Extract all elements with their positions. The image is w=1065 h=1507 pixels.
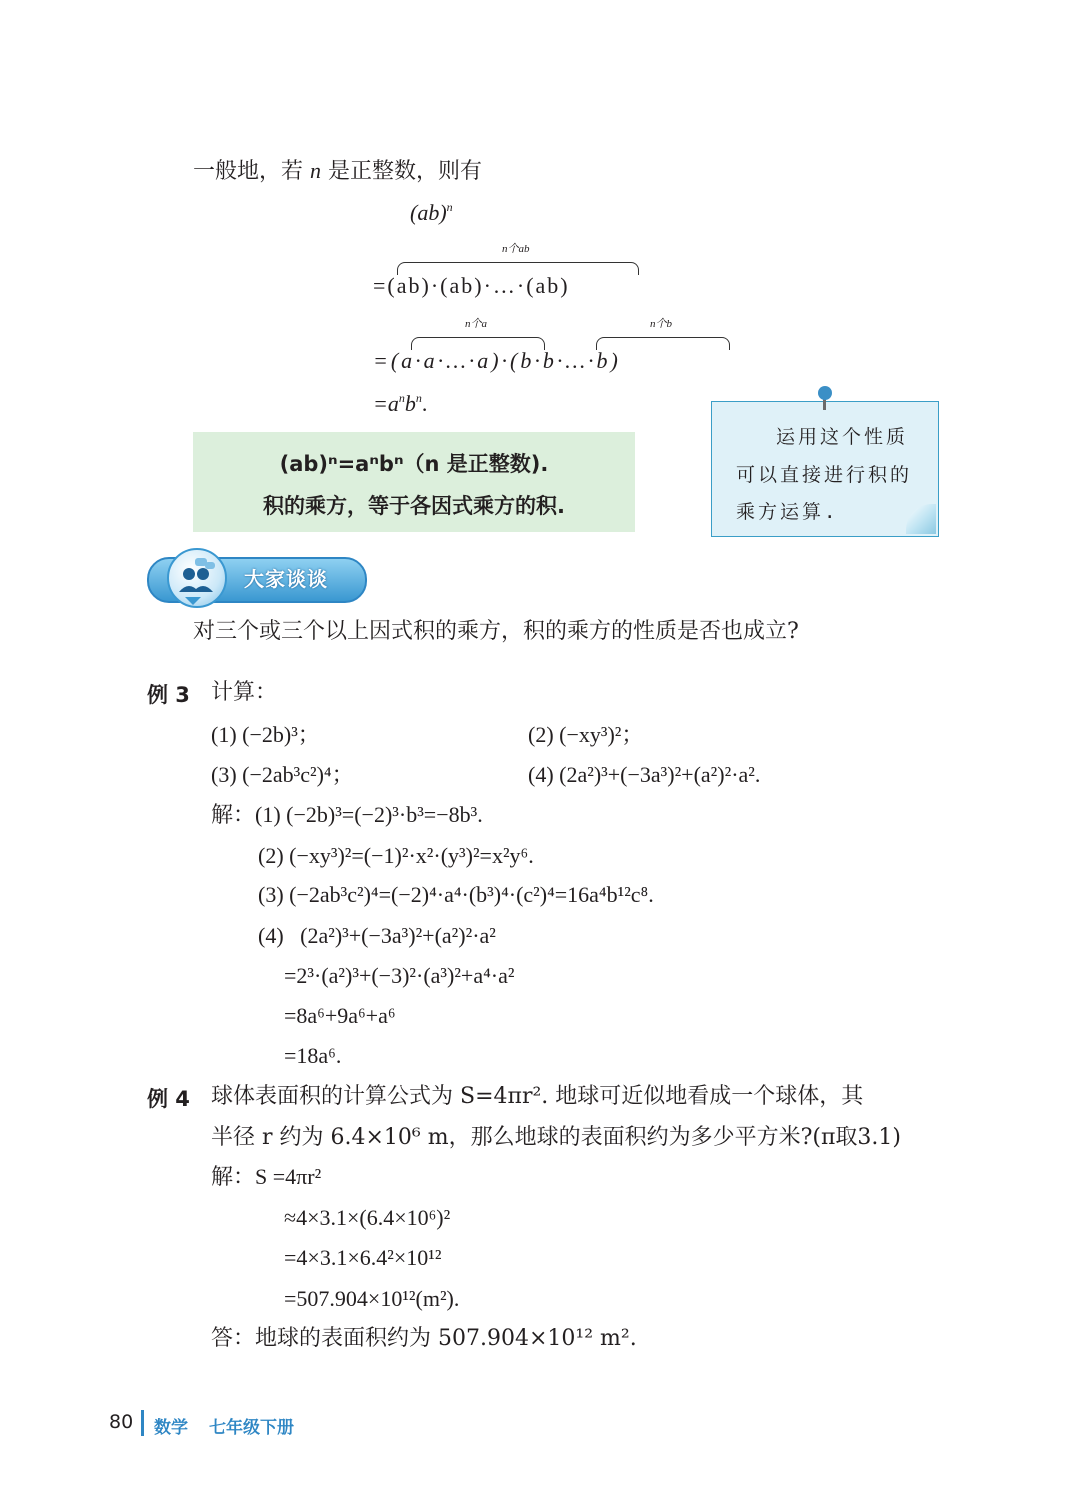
ex3-solution-5: =2³·(a²)³+(−3)²·(a³)²+a⁴·a² (284, 963, 515, 988)
intro-var: n (310, 158, 321, 183)
example4-line-2: 半径 r 约为 6.4×10⁶ m，那么地球的表面积约为多少平方米?(π取3.1) (211, 1125, 901, 1150)
ex4-solution-2: ≈4×3.1×(6.4×10⁶)² (284, 1205, 451, 1230)
ex3-solution-7: =18a⁶. (284, 1043, 342, 1068)
note-line-2: 可以直接进行积的 (736, 464, 913, 486)
ex4-solution-1: 解：S =4πr² (211, 1164, 322, 1189)
brace-label-a: n个a (465, 318, 487, 330)
sticky-note (711, 401, 939, 537)
intro-before: 一般地，若 (193, 159, 310, 184)
ex3-problem-4: (4) (2a²)³+(−3a³)²+(a²)²·a². (528, 762, 761, 787)
line3-pre: =a (373, 391, 399, 416)
discussion-question: 对三个或三个以上因式积的乘方，积的乘方的性质是否也成立? (193, 619, 799, 644)
derivation-line-3 (373, 389, 427, 419)
rule-box (193, 432, 635, 532)
pushpin-icon (818, 386, 832, 400)
rule-statement: 积的乘方，等于各因式乘方的积. (263, 494, 565, 518)
line3-exp-a: n (398, 391, 405, 405)
ex3-solution-4: (4) (2a²)³+(−3a³)²+(a²)²·a² (258, 923, 496, 948)
ex3-problem-2: (2) (−xy³)²； (528, 722, 644, 747)
example4-label: 例 4 (147, 1087, 190, 1111)
badge-arrow (185, 597, 201, 605)
derivation-line-1: =(ab)·(ab)·…·(ab) (373, 273, 570, 298)
footer-subject: 数学 (154, 1418, 188, 1438)
line3-exp-b: n (415, 391, 422, 405)
line3-mid: b (404, 391, 416, 416)
derivation-line-0 (410, 198, 453, 228)
brace-label-b: n个b (650, 318, 672, 330)
line3-end: . (421, 391, 428, 416)
example3-title: 计算： (211, 680, 278, 705)
ex3-solution-1: 解：(1) (−2b)³=(−2)³·b³=−8b³. (211, 802, 483, 827)
footer-grade: 七年级下册 (209, 1418, 294, 1438)
derivation-line-2: =(a·a·…·a)·(b·b·…·b) (373, 348, 621, 373)
discussion-badge-label: 大家谈谈 (244, 567, 328, 591)
ex4-answer: 答：地球的表面积约为 507.904×10¹² m². (211, 1326, 637, 1351)
ex3-problem-1: (1) (−2b)³； (211, 722, 320, 747)
ex3-solution-2: (2) (−xy³)²=(−1)²·x²·(y³)²=x²y⁶. (258, 843, 534, 868)
intro-after: 是正整数，则有 (321, 159, 482, 184)
ex4-solution-4: =507.904×10¹²(m²). (284, 1286, 460, 1311)
line0-exp: n (446, 200, 453, 214)
example3-label: 例 3 (147, 683, 190, 707)
note-line-3: 乘方运算. (736, 501, 839, 523)
ex3-problem-3: (3) (−2ab³c²)⁴； (211, 762, 354, 787)
example4-line-1: 球体表面积的计算公式为 S=4πr². 地球可近似地看成一个球体，其 (211, 1084, 864, 1109)
line0-base: (ab) (410, 200, 447, 225)
note-line-1: 运用这个性质 (776, 426, 909, 448)
ex4-solution-3: =4×3.1×6.4²×10¹² (284, 1245, 442, 1270)
brace-label-ab: n个ab (502, 243, 530, 255)
page-number: 80 (109, 1411, 134, 1433)
ex3-solution-3: (3) (−2ab³c²)⁴=(−2)⁴·a⁴·(b³)⁴·(c²)⁴=16a⁴b¹²c⁸. (258, 882, 654, 907)
rule-formula: (ab)ⁿ=aⁿbⁿ（n 是正整数). (279, 452, 549, 476)
ex3-solution-6: =8a⁶+9a⁶+a⁶ (284, 1003, 396, 1028)
intro-text (193, 156, 482, 187)
footer-divider (141, 1410, 144, 1436)
